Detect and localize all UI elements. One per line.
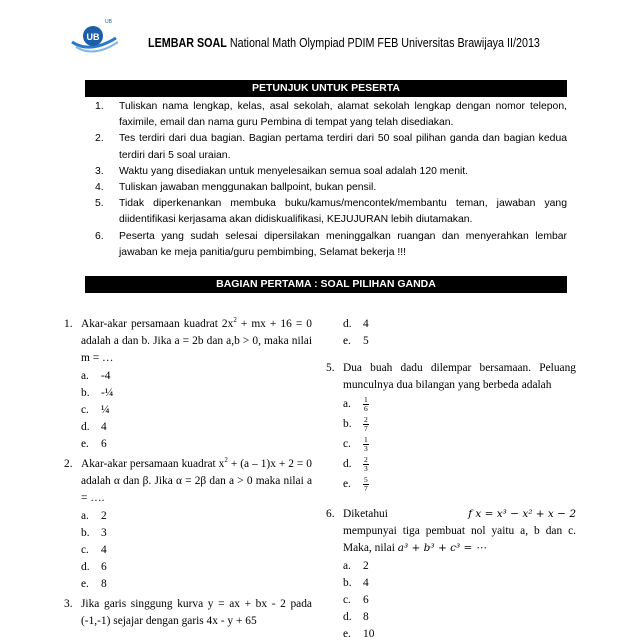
logo-text: UB — [86, 32, 100, 42]
option: a. $\frac{1}{6}$ — [343, 395, 368, 413]
option: e. $\frac{5}{7}$ — [343, 475, 368, 493]
option: b. -¼ — [81, 386, 114, 399]
instructions-heading: PETUNJUK UNTUK PESERTA — [85, 80, 567, 97]
instruction-item: 2. Tes terdiri dari dua bagian. Bagian pertama terdiri dari 50 soal pilihan ganda dan bagian kedua terdiri dari 5 soal uraian. — [95, 133, 567, 161]
page-title — [148, 36, 540, 50]
university-logo — [66, 14, 122, 58]
logo-text-top: UB — [105, 19, 112, 25]
option: d. 6 — [81, 561, 107, 574]
option: c. 6 — [343, 594, 369, 607]
option: e. 6 — [81, 438, 107, 451]
formula: f x = x³ − x² + x − 2 — [468, 508, 576, 520]
option: c. $\frac{1}{3}$ — [343, 435, 368, 453]
option: b. 4 — [343, 576, 369, 589]
question-5: 5. Dua buah dadu dilempar bersamaan. Peluang munculnya dua bilangan yang berbeda adalah a. $\frac{1}{6}$ b. $\frac{2}{7}$ c. $\frac{1}{3}$ d. $\frac{2}{3}$ e. $\frac{5}{7}$ — [326, 362, 576, 493]
option: b. 3 — [81, 526, 107, 539]
instruction-item: 6. Peserta yang sudah selesai dipersilakan meninggalkan ruangan dan menyerahkan lembar jawaban ke meja panitia/guru pembimbing, Selamat bekerja !!! — [95, 230, 567, 258]
question-6: 6. Diketahui f x = x³ − x² + x − 2 mempunyai tiga pembuat nol yaitu a, b dan c. Maka, nilai a³ + b³ + c³ = ⋯ a. 2 b. 4 c. 6 d. 8 e. 10 — [326, 506, 576, 644]
instruction-item: 4. Tuliskan jawaban menggunakan ballpoint, bukan pensil. — [95, 182, 377, 194]
option: d. 8 — [343, 611, 369, 624]
option: a. -4 — [81, 369, 111, 382]
option: d. $\frac{2}{3}$ — [343, 455, 368, 473]
option: d. 4 — [81, 421, 107, 434]
instructions-list — [85, 99, 567, 261]
question-1: 1. Akar-akar persamaan kuadrat $2x^2$ + mx + 16 = 0 adalah a dan b. Jika a = 2b dan a,b > 0, maka nilai m = … a. -4 b. -¼ c. ¼ d. 4 e. 6 — [64, 316, 312, 454]
option: d. 4 — [343, 318, 369, 330]
formula: a³ + b³ + c³ = ⋯ — [397, 542, 487, 555]
question-2: 2. Akar-akar persamaan kuadrat $x^2 + (a - 1)x + 2 = 0$ adalah α dan β. Jika α = 2β dan a > 0 maka nilai a = …. a. 2 b. 3 c. 4 d. 6 e. 8 — [64, 456, 312, 594]
instruction-item: 3. Waktu yang disediakan untuk menyelesaikan semua soal adalah 120 menit. — [95, 165, 469, 177]
option: a. 2 — [343, 559, 369, 572]
option: e. 8 — [81, 578, 107, 591]
title-rest: National Math Olympiad PDIM FEB Universitas Brawijaya II/2013 — [226, 36, 540, 50]
option: e. 5 — [343, 335, 369, 348]
instruction-item: 1. Tuliskan nama lengkap, kelas, asal sekolah, alamat sekolah lengkap dengan nomor telepon, faximile, email dan nama guru Pembina di tempat yang telah disediakan. — [95, 101, 567, 129]
option: c. ¼ — [81, 404, 110, 417]
option: c. 4 — [81, 544, 107, 557]
title-bold: LEMBAR SOAL — [148, 36, 227, 50]
section-heading: BAGIAN PERTAMA : SOAL PILIHAN GANDA — [85, 276, 567, 293]
question-3: 3. Jika garis singgung kurva y = ax + bx - 2 pada (-1,-1) sejajar dengan garis 4x - y + 65 — [64, 598, 312, 628]
option: a. 2 — [81, 509, 107, 522]
question-4-continued — [326, 316, 576, 350]
option: e. 10 — [343, 628, 375, 641]
option: b. $\frac{2}{7}$ — [343, 415, 368, 433]
instruction-item: 5. Tidak diperkenankan membuka buku/kamus/mencontek/membantu teman, jawaban yang diidentifikasi kerjasama akan didiskualifikasi, KEJUJURAN lebih diutamakan. — [95, 198, 567, 226]
